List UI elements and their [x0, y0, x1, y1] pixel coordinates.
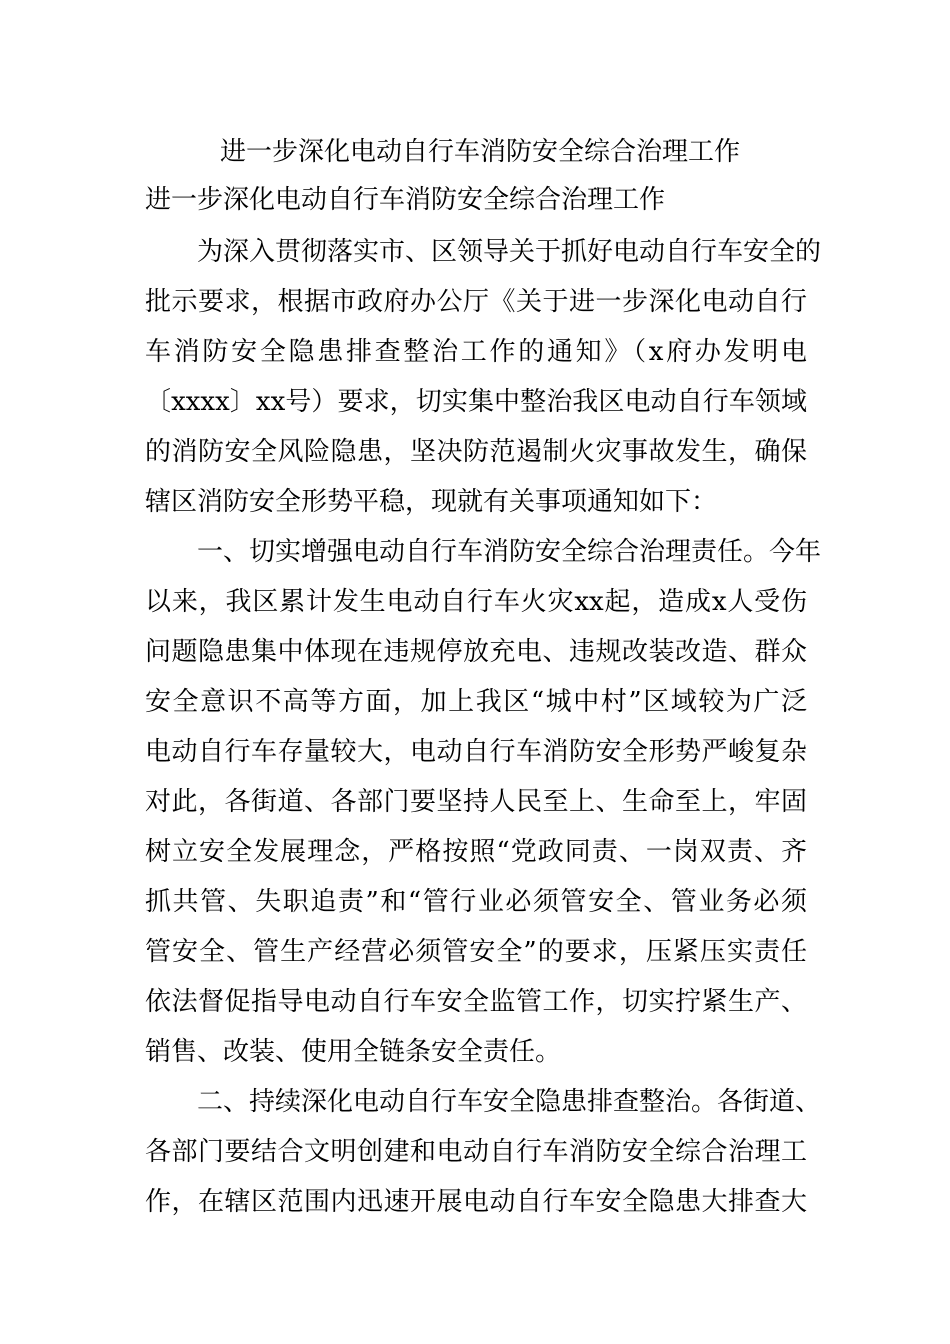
- body-line: 车消防安全隐患排查整治工作的通知》（x府办发明电: [145, 337, 807, 367]
- body-line: 安全意识不高等方面，加上我区“城中村”区域较为广泛: [145, 687, 807, 717]
- body-line: 销售、改装、使用全链条安全责任。: [145, 1037, 562, 1067]
- body-line: 一、切实增强电动自行车消防安全综合治理责任。今年: [145, 537, 822, 567]
- body-line: 对此，各街道、各部门要坚持人民至上、生命至上，牢固: [145, 787, 807, 817]
- body-line: 依法督促指导电动自行车安全监管工作，切实拧紧生产、: [145, 987, 807, 1017]
- body-line: 辖区消防安全形势平稳，现就有关事项通知如下：: [145, 487, 718, 517]
- body-line: 二、持续深化电动自行车安全隐患排查整治。各街道、: [145, 1087, 822, 1117]
- body-line: 抓共管、失职追责”和“管行业必须管安全、管业务必须: [145, 887, 807, 917]
- body-line: 〔xxxx〕xx号）要求，切实集中整治我区电动自行车领域: [145, 387, 807, 417]
- body-line: 各部门要结合文明创建和电动自行车消防安全综合治理工: [145, 1137, 807, 1167]
- body-line: 批示要求，根据市政府办公厅《关于进一步深化电动自行: [145, 287, 807, 317]
- body-line: 电动自行车存量较大，电动自行车消防安全形势严峻复杂: [145, 737, 807, 767]
- body-line: 的消防安全风险隐患，坚决防范遏制火灾事故发生，确保: [145, 437, 807, 467]
- document-subtitle: 进一步深化电动自行车消防安全综合治理工作: [145, 185, 666, 215]
- body-line: 作，在辖区范围内迅速开展电动自行车安全隐患大排查大: [145, 1187, 807, 1217]
- body-line: 以来，我区累计发生电动自行车火灾xx起，造成x人受伤: [145, 587, 807, 617]
- body-line: 问题隐患集中体现在违规停放充电、违规改装改造、群众: [145, 637, 807, 667]
- body-line: 为深入贯彻落实市、区领导关于抓好电动自行车安全的: [145, 237, 822, 267]
- document-title: 进一步深化电动自行车消防安全综合治理工作: [220, 137, 741, 167]
- body-line: 管安全、管生产经营必须管安全”的要求，压紧压实责任: [145, 937, 807, 967]
- body-line: 树立安全发展理念，严格按照“党政同责、一岗双责、齐: [145, 837, 807, 867]
